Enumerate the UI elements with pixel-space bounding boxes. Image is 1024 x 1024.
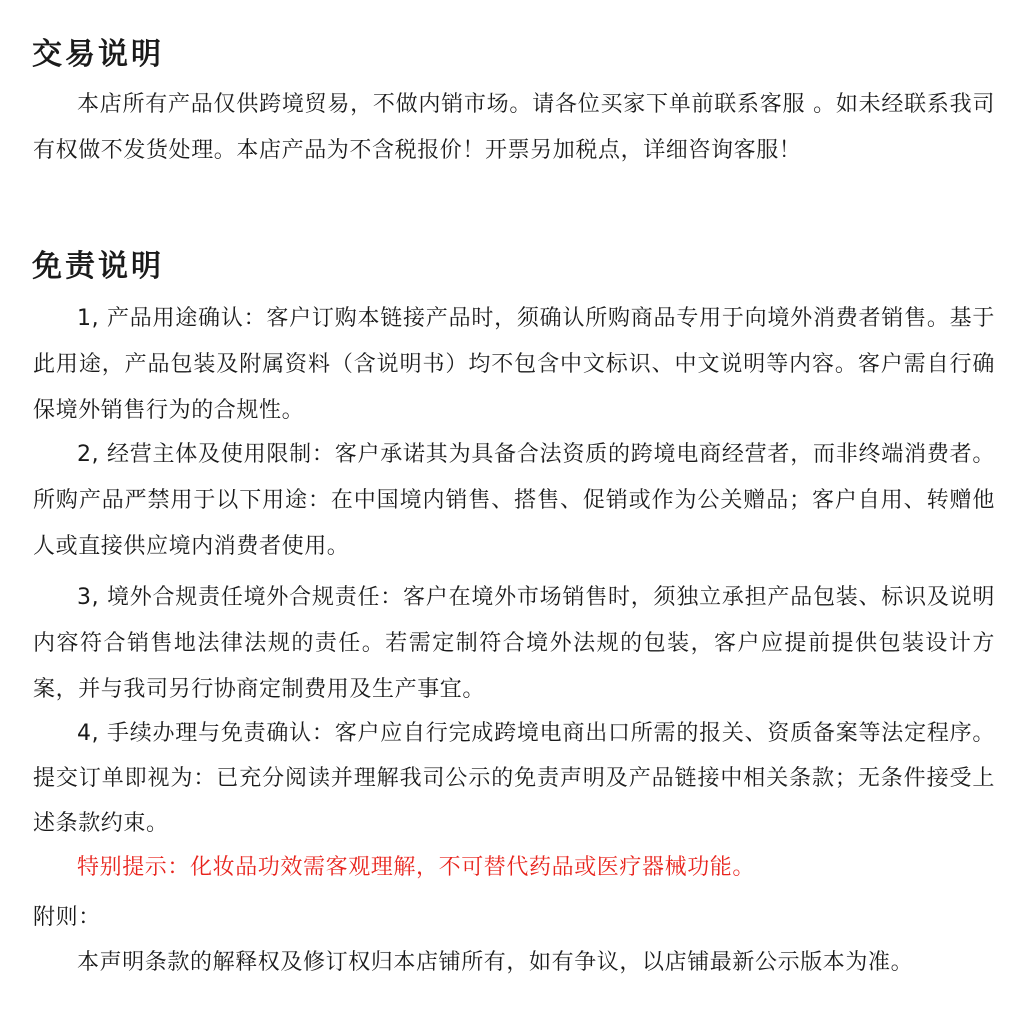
disclaimer-item-2: 2, 经营主体及使用限制：客户承诺其为具备合法资质的跨境电商经营者，而非终端消费者。所购产品严禁用于以下用途：在中国境内销售、搭售、促销或作为公关赠品；客户自用、转赠他人或直接供应境内消费者使用。 [33, 442, 995, 559]
disclaimer-item-4: 4, 手续办理与免责确认：客户应自行完成跨境电商出口所需的报关、资质备案等法定程序。提交订单即视为：已充分阅读并理解我司公示的免责声明及产品链接中相关条款；无条件接受上述条款约束。 [33, 721, 995, 836]
disclaimer-item-3: 3, 境外合规责任境外合规责任：客户在境外市场销售时，须独立承担产品包装、标识及说明内容符合销售地法律法规的责任。若需定制符合境外法规的包装，客户应提前提供包装设计方案，并与我司另行协商定制费用及生产事宜。 [33, 585, 995, 702]
appendix-body: 本声明条款的解释权及修订权归本店铺所有，如有争议，以店铺最新公示版本为准。 [77, 950, 914, 975]
warning-note: 特别提示：化妆品功效需客观理解，不可替代药品或医疗器械功能。 [77, 855, 756, 880]
disclaimer-title: 免责说明 [32, 249, 164, 284]
trade-title: 交易说明 [32, 37, 164, 72]
disclaimer-item-1: 1, 产品用途确认：客户订购本链接产品时，须确认所购商品专用于向境外消费者销售。基于此用途，产品包装及附属资料（含说明书）均不包含中文标识、中文说明等内容。客户需自行确保境外销售行为的合规性。 [33, 306, 995, 423]
appendix-label: 附则： [33, 905, 101, 930]
trade-body: 本店所有产品仅供跨境贸易，不做内销市场。请各位买家下单前联系客服 。如未经联系我司有权做不发货处理。本店产品为不含税报价！开票另加税点，详细咨询客服！ [33, 92, 995, 163]
